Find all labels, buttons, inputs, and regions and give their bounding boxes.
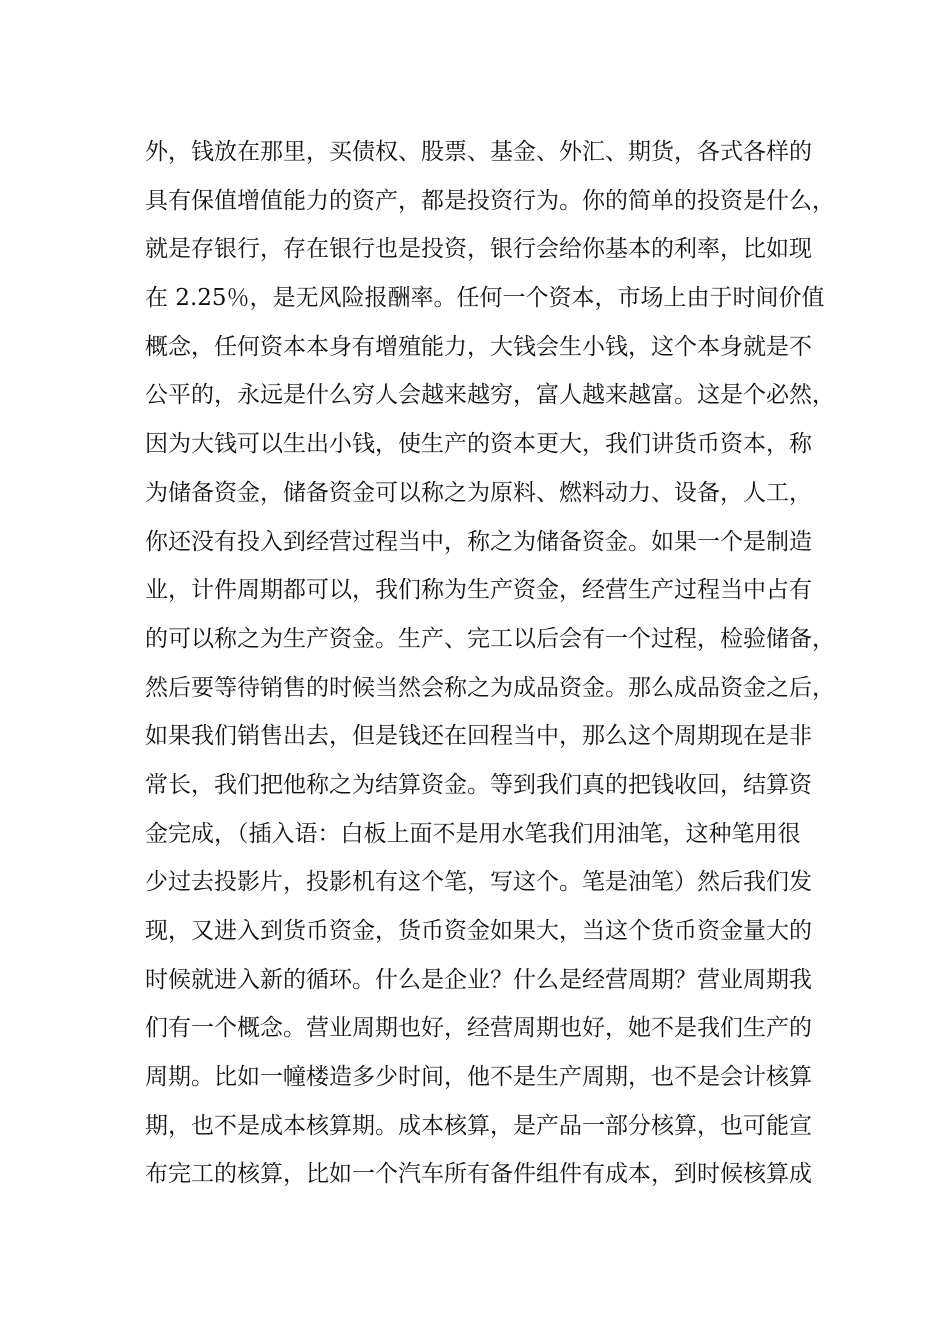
- text-line: 现，又进入到货币资金，货币资金如果大，当这个货币资金量大的: [145, 918, 812, 944]
- text-line: 就是存银行，存在银行也是投资，银行会给你基本的利率，比如现: [145, 236, 812, 263]
- text-line: 具有保值增值能力的资产，都是投资行为。你的简单的投资是什么，: [145, 187, 835, 214]
- text-line: 时候就进入新的循环。什么是企业？什么是经营周期？营业周期我: [145, 966, 812, 993]
- text-line: 为储备资金，储备资金可以称之为原料、燃料动力、设备，人工，: [145, 479, 812, 506]
- text-line: 因为大钱可以生出小钱，使生产的资本更大，我们讲货币资本，称: [145, 431, 812, 458]
- text-line: 然后要等待销售的时候当然会称之为成品资金。那么成品资金之后，: [145, 674, 835, 701]
- text-line: 常长，我们把他称之为结算资金。等到我们真的把钱收回，结算资: [145, 771, 812, 798]
- text-line: 周期。比如一幢楼造多少时间，他不是生产周期，也不是会计核算: [145, 1064, 812, 1091]
- text-line: 金完成，（插入语：白板上面不是用水笔我们用油笔，这种笔用很: [145, 820, 801, 847]
- body-text: [145, 128, 835, 1199]
- text-line: 在 2.25％，是无风险报酬率。任何一个资本，市场上由于时间价值: [145, 285, 825, 312]
- text-line: 公平的，永远是什么穷人会越来越穷，富人越来越富。这是个必然，: [145, 382, 835, 409]
- text-line: 的可以称之为生产资金。生产、完工以后会有一个过程，检验储备，: [145, 625, 835, 652]
- text-line: 们有一个概念。营业周期也好，经营周期也好，她不是我们生产的: [145, 1015, 812, 1042]
- text-line: 如果我们销售出去，但是钱还在回程当中，那么这个周期现在是非: [145, 723, 812, 750]
- text-line: 少过去投影片，投影机有这个笔，写这个。笔是油笔）然后我们发: [145, 869, 812, 896]
- text-line: 期，也不是成本核算期。成本核算，是产品一部分核算，也可能宣: [145, 1112, 812, 1139]
- text-line: 概念，任何资本本身有增殖能力，大钱会生小钱，这个本身就是不: [145, 333, 812, 360]
- text-line: 你还没有投入到经营过程当中，称之为储备资金。如果一个是制造: [145, 528, 812, 555]
- text-line: 外，钱放在那里，买债权、股票、基金、外汇、期货，各式各样的: [145, 139, 812, 165]
- text-line: 业，计件周期都可以，我们称为生产资金，经营生产过程当中占有: [145, 577, 812, 604]
- text-line: 布完工的核算，比如一个汽车所有备件组件有成本，到时候核算成: [145, 1161, 812, 1188]
